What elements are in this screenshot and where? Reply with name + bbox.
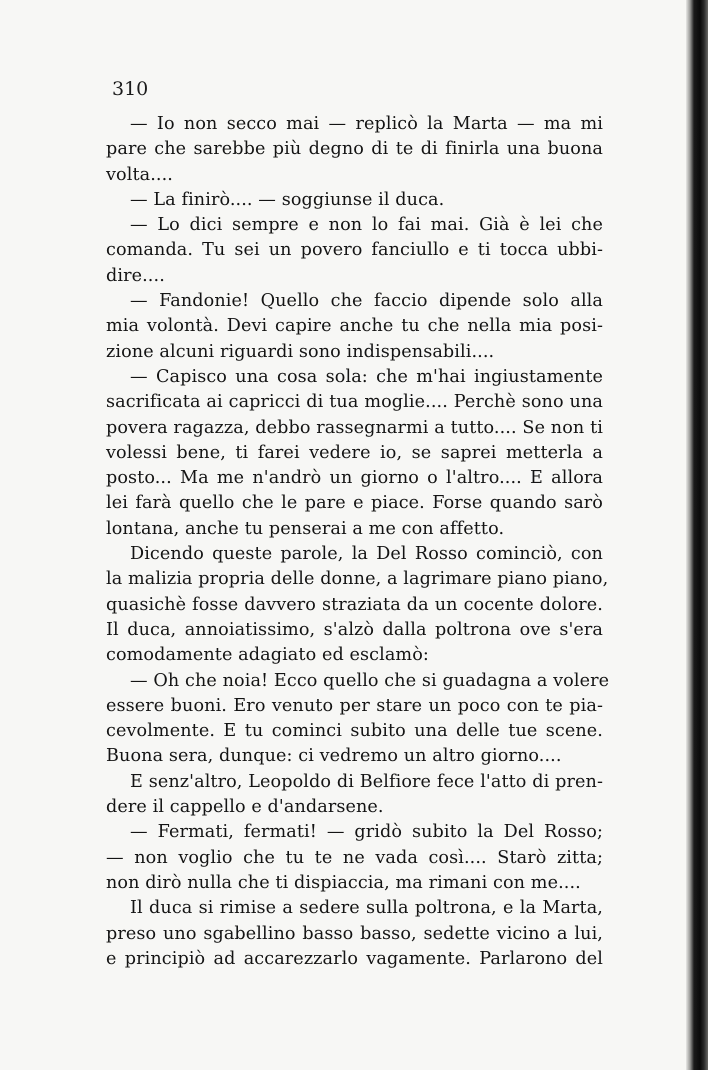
text-line: e principiò ad accarezzarlo vagamente. Parlarono del — [106, 948, 603, 969]
text-line: Dicendo queste parole, la Del Rosso cominciò, con — [130, 544, 603, 565]
text-line: mia volontà. Devi capire anche tu che nella mia posi- — [106, 316, 603, 337]
text-line: — Fermati, fermati! — gridò subito la Del Rosso; — [130, 822, 603, 843]
text-line: Buona sera, dunque: ci vedremo un altro giorno.... — [106, 746, 562, 767]
text-line: — Capisco una cosa sola: che m'hai ingiustamente — [130, 366, 603, 387]
text-line: Il duca, annoiatissimo, s'alzò dalla poltrona ove s'era — [106, 619, 603, 640]
text-line: dere il cappello e d'andarsene. — [106, 797, 384, 818]
text-line: sacrificata ai capricci di tua moglie.... Perchè sono una — [106, 392, 603, 413]
text-line: E senz'altro, Leopoldo di Belfiore fece l'atto di pren- — [130, 771, 603, 792]
text-line: — non voglio che tu te ne vada così.... Starò zitta; — [106, 847, 603, 868]
text-line: essere buoni. Ero venuto per stare un poco con te pia- — [106, 695, 603, 716]
text-line: comodamente adagiato ed esclamò: — [106, 645, 429, 666]
page-number: 310 — [112, 78, 149, 100]
book-spine-edge — [686, 0, 708, 1070]
text-line: posto... Ma me n'andrò un giorno o l'altro.... E allora — [106, 468, 603, 489]
text-line: quasichè fosse davvero straziata da un cocente dolore. — [106, 594, 603, 615]
text-line: volta.... — [106, 164, 173, 185]
text-line: non dirò nulla che ti dispiaccia, ma rimani con me.... — [106, 872, 581, 893]
text-line: pare che sarebbe più degno di te di finirla una buona — [106, 139, 603, 160]
text-line: zione alcuni riguardi sono indispensabili.... — [106, 341, 495, 362]
text-line: lei farà quello che le pare e piace. Forse quando sarò — [106, 493, 603, 514]
text-line: cevolmente. E tu cominci subito una delle tue scene. — [106, 721, 603, 742]
text-line: Il duca si rimise a sedere sulla poltrona, e la Marta, — [130, 898, 603, 919]
text-line: — Lo dici sempre e non lo fai mai. Già è lei che — [130, 215, 603, 236]
page-body — [106, 112, 610, 972]
text-line: — Oh che noia! Ecco quello che si guadagna a volere — [130, 670, 610, 691]
text-line: dire.... — [106, 265, 165, 286]
text-line: — La finirò.... — soggiunse il duca. — [130, 189, 445, 210]
text-line: comanda. Tu sei un povero fanciullo e ti tocca ubbi- — [106, 240, 603, 261]
text-line: preso uno sgabellino basso basso, sedette vicino a lui, — [106, 923, 603, 944]
text-line: la malizia propria delle donne, a lagrimare piano piano, — [106, 569, 609, 590]
text-line: lontana, anche tu penserai a me con affetto. — [106, 518, 505, 539]
text-line: volessi bene, ti farei vedere io, se saprei metterla a — [106, 442, 603, 463]
text-line: — Fandonie! Quello che faccio dipende solo alla — [130, 291, 603, 312]
text-line: povera ragazza, debbo rassegnarmi a tutto.... Se non ti — [106, 417, 603, 438]
text-line: — Io non secco mai — replicò la Marta — ma mi — [130, 114, 603, 134]
